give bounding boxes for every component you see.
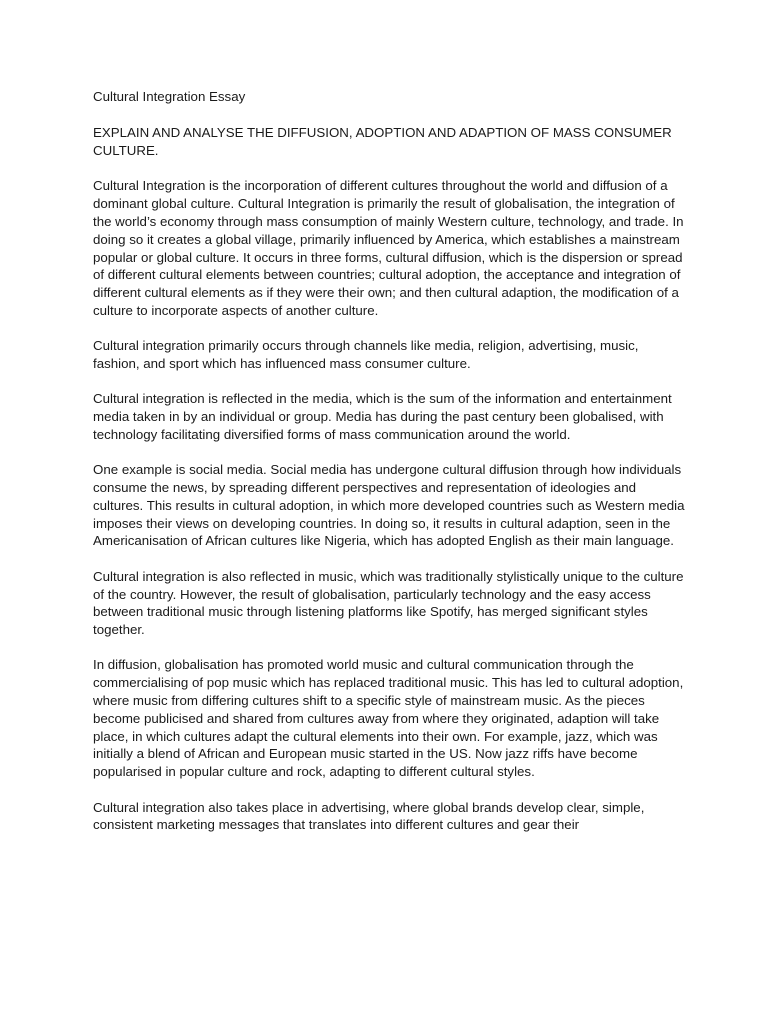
paragraph-5: Cultural integration is also reflected in music, which was traditionally stylistically unique to the culture of the country. However, the result of globalisation, particularly technology and the easy access between traditional music through listening platforms like Spotify, has merged significant styles together. — [93, 568, 684, 638]
paragraph-7: Cultural integration also takes place in advertising, where global brands develop clear, simple, consistent marketing messages that translates into different cultures and gear their — [93, 799, 645, 833]
essay-question: EXPLAIN AND ANALYSE THE DIFFUSION, ADOPTION AND ADAPTION OF MASS CONSUMER CULTURE. — [93, 124, 672, 158]
paragraph-3: Cultural integration is reflected in the media, which is the sum of the information and entertainment media taken in by an individual or group. Media has during the past century been globalised, with technology facilitating diversified forms of mass communication around the world. — [93, 391, 672, 442]
paragraph-4: One example is social media. Social media has undergone cultural diffusion through how individuals consume the news, by spreading different perspectives and representation of ideologies and cultures. This results in cultural adoption, in which more developed countries such as Western media imposes their views on developing countries. In doing so, it results in cultural adaption, seen in the Americanisation of African cultures like Nigeria, which has adopted English as their main language. — [93, 462, 685, 549]
paragraph-2: Cultural integration primarily occurs through channels like media, religion, advertising, music, fashion, and sport which has influenced mass consumer culture. — [93, 338, 639, 372]
paragraph-1: Cultural Integration is the incorporation of different cultures throughout the world and diffusion of a dominant global culture. Cultural Integration is primarily the result of globalisation, the integration of the world’s economy through mass consumption of mainly Western culture, technology, and trade. In doing so it creates a global village, primarily influenced by America, which establishes a mainstream popular or global culture. It occurs in three forms, cultural diffusion, which is the dispersion or spread of different cultural elements between countries; cultural adoption, the acceptance and integration of different cultural elements as if they were their own; and then cultural adaption, the modification of a culture to incorporate aspects of another culture. — [93, 178, 684, 318]
paragraph-6: In diffusion, globalisation has promoted world music and cultural communication through the commercialising of pop music which has replaced traditional music. This has led to cultural adoption, where music from differing cultures shift to a specific style of mainstream music. As the pieces become publicised and shared from cultures away from where they originated, adaption will take place, in which cultures adapt the cultural elements into their own. For example, jazz, which was initially a blend of African and European music started in the US. Now jazz riffs have become popularised in popular culture and rock, adapting to different cultural styles. — [93, 657, 684, 780]
essay-title: Cultural Integration Essay — [93, 89, 246, 104]
